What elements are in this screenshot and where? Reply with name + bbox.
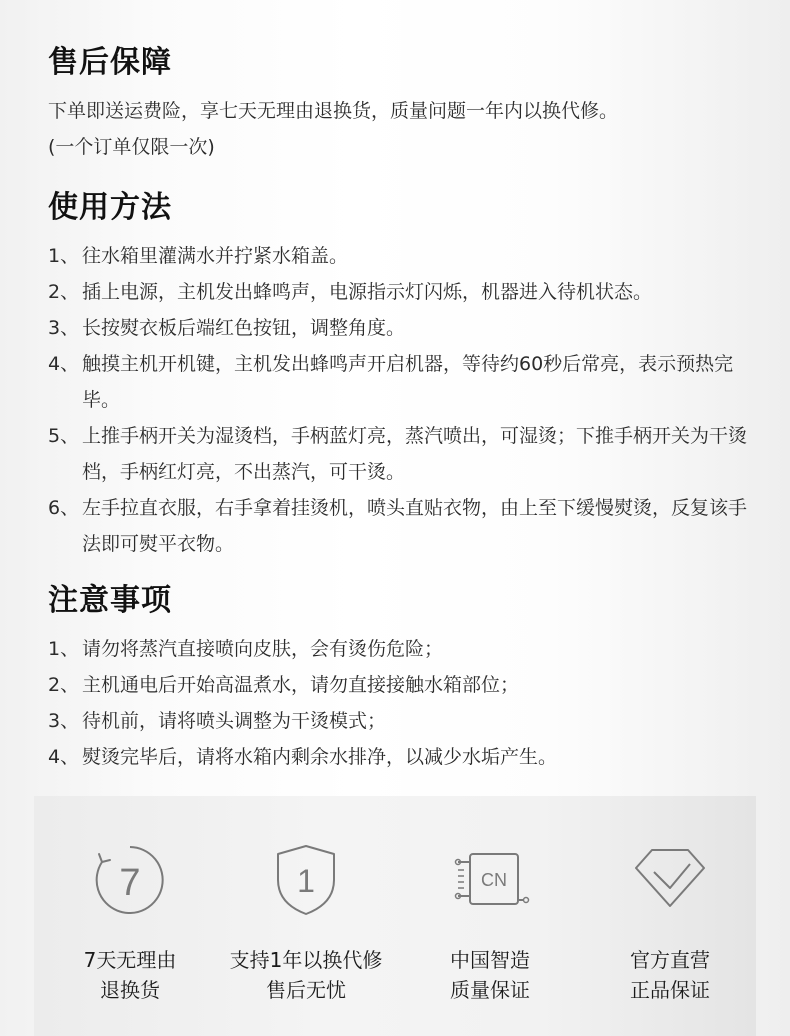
step-text: 往水箱里灌满水并拧紧水箱盖。 <box>82 245 349 267</box>
seven-glyph: 7 <box>119 862 141 904</box>
list-item <box>48 346 760 418</box>
notes-title: 注意事项 <box>48 583 172 618</box>
list-item <box>48 703 760 739</box>
list-item <box>48 490 760 562</box>
badge-made-in-china <box>400 796 580 1005</box>
badge-caption <box>400 945 580 1005</box>
list-item <box>48 631 760 667</box>
step-number: 3、 <box>48 317 80 339</box>
step-number: 6、 <box>48 497 80 519</box>
badge-official-store <box>580 796 760 1005</box>
badge-one-year-warranty <box>216 796 396 1005</box>
badge-line2: 售后无忧 <box>266 978 346 1002</box>
after-sales-title: 售后保障 <box>48 45 172 80</box>
after-sales-text: 下单即送运费险，享七天无理由退换货，质量问题一年内以换代修。 <box>48 100 619 122</box>
usage-steps <box>48 238 760 562</box>
step-text: 左手拉直衣服，右手拿着挂烫机，喷头直贴衣物，由上至下缓慢熨烫，反复该手法即可熨平衣物。 <box>82 497 748 555</box>
list-item <box>48 238 760 274</box>
step-number: 2、 <box>48 281 80 303</box>
note-text: 主机通电后开始高温煮水，请勿直接接触水箱部位； <box>82 674 520 696</box>
badge-line1: 7天无理由 <box>83 948 177 972</box>
badge-caption <box>40 945 220 1005</box>
step-text: 长按熨衣板后端红色按钮，调整角度。 <box>82 317 406 339</box>
badge-caption <box>580 945 760 1005</box>
notes-list <box>48 631 760 775</box>
badge-line1: 支持1年以换代修 <box>229 948 383 972</box>
list-item <box>48 667 760 703</box>
one-glyph: 1 <box>297 863 315 899</box>
step-text: 插上电源，主机发出蜂鸣声，电源指示灯闪烁，机器进入待机状态。 <box>82 281 653 303</box>
cn-glyph: CN <box>481 870 507 890</box>
badge-line2: 质量保证 <box>450 978 530 1002</box>
badge-line2: 退换货 <box>100 978 160 1002</box>
note-number: 4、 <box>48 746 80 768</box>
shield-one-icon <box>266 840 346 920</box>
notes-section <box>48 581 760 775</box>
step-number: 1、 <box>48 245 80 267</box>
note-number: 2、 <box>48 674 80 696</box>
usage-section <box>48 188 760 562</box>
seven-days-icon <box>90 840 170 920</box>
cn-chip-icon <box>450 840 530 920</box>
badge-line1: 官方直营 <box>630 948 710 972</box>
after-sales-section <box>48 43 760 165</box>
badge-line1: 中国智造 <box>450 948 530 972</box>
usage-title: 使用方法 <box>48 190 172 225</box>
badge-seven-day-return <box>40 796 220 1005</box>
step-text: 上推手柄开关为湿烫档，手柄蓝灯亮，蒸汽喷出，可湿烫；下推手柄开关为干烫档，手柄红灯亮，不出蒸汽，可干烫。 <box>82 425 748 483</box>
list-item <box>48 310 760 346</box>
list-item <box>48 274 760 310</box>
guarantee-panel <box>34 796 756 1036</box>
note-text: 熨烫完毕后，请将水箱内剩余水排净，以减少水垢产生。 <box>82 746 558 768</box>
badge-line2: 正品保证 <box>630 978 710 1002</box>
list-item <box>48 739 760 775</box>
diamond-check-icon <box>630 840 710 920</box>
note-text: 待机前，请将喷头调整为干烫模式； <box>82 710 387 732</box>
list-item <box>48 418 760 490</box>
after-sales-limit: (一个订单仅限一次) <box>48 136 215 158</box>
step-text: 触摸主机开机键，主机发出蜂鸣声开启机器，等待约60秒后常亮，表示预热完毕。 <box>82 353 734 411</box>
note-number: 3、 <box>48 710 80 732</box>
step-number: 5、 <box>48 425 80 447</box>
badge-caption <box>216 945 396 1005</box>
note-text: 请勿将蒸汽直接喷向皮肤，会有烫伤危险； <box>82 638 444 660</box>
note-number: 1、 <box>48 638 80 660</box>
step-number: 4、 <box>48 353 80 375</box>
